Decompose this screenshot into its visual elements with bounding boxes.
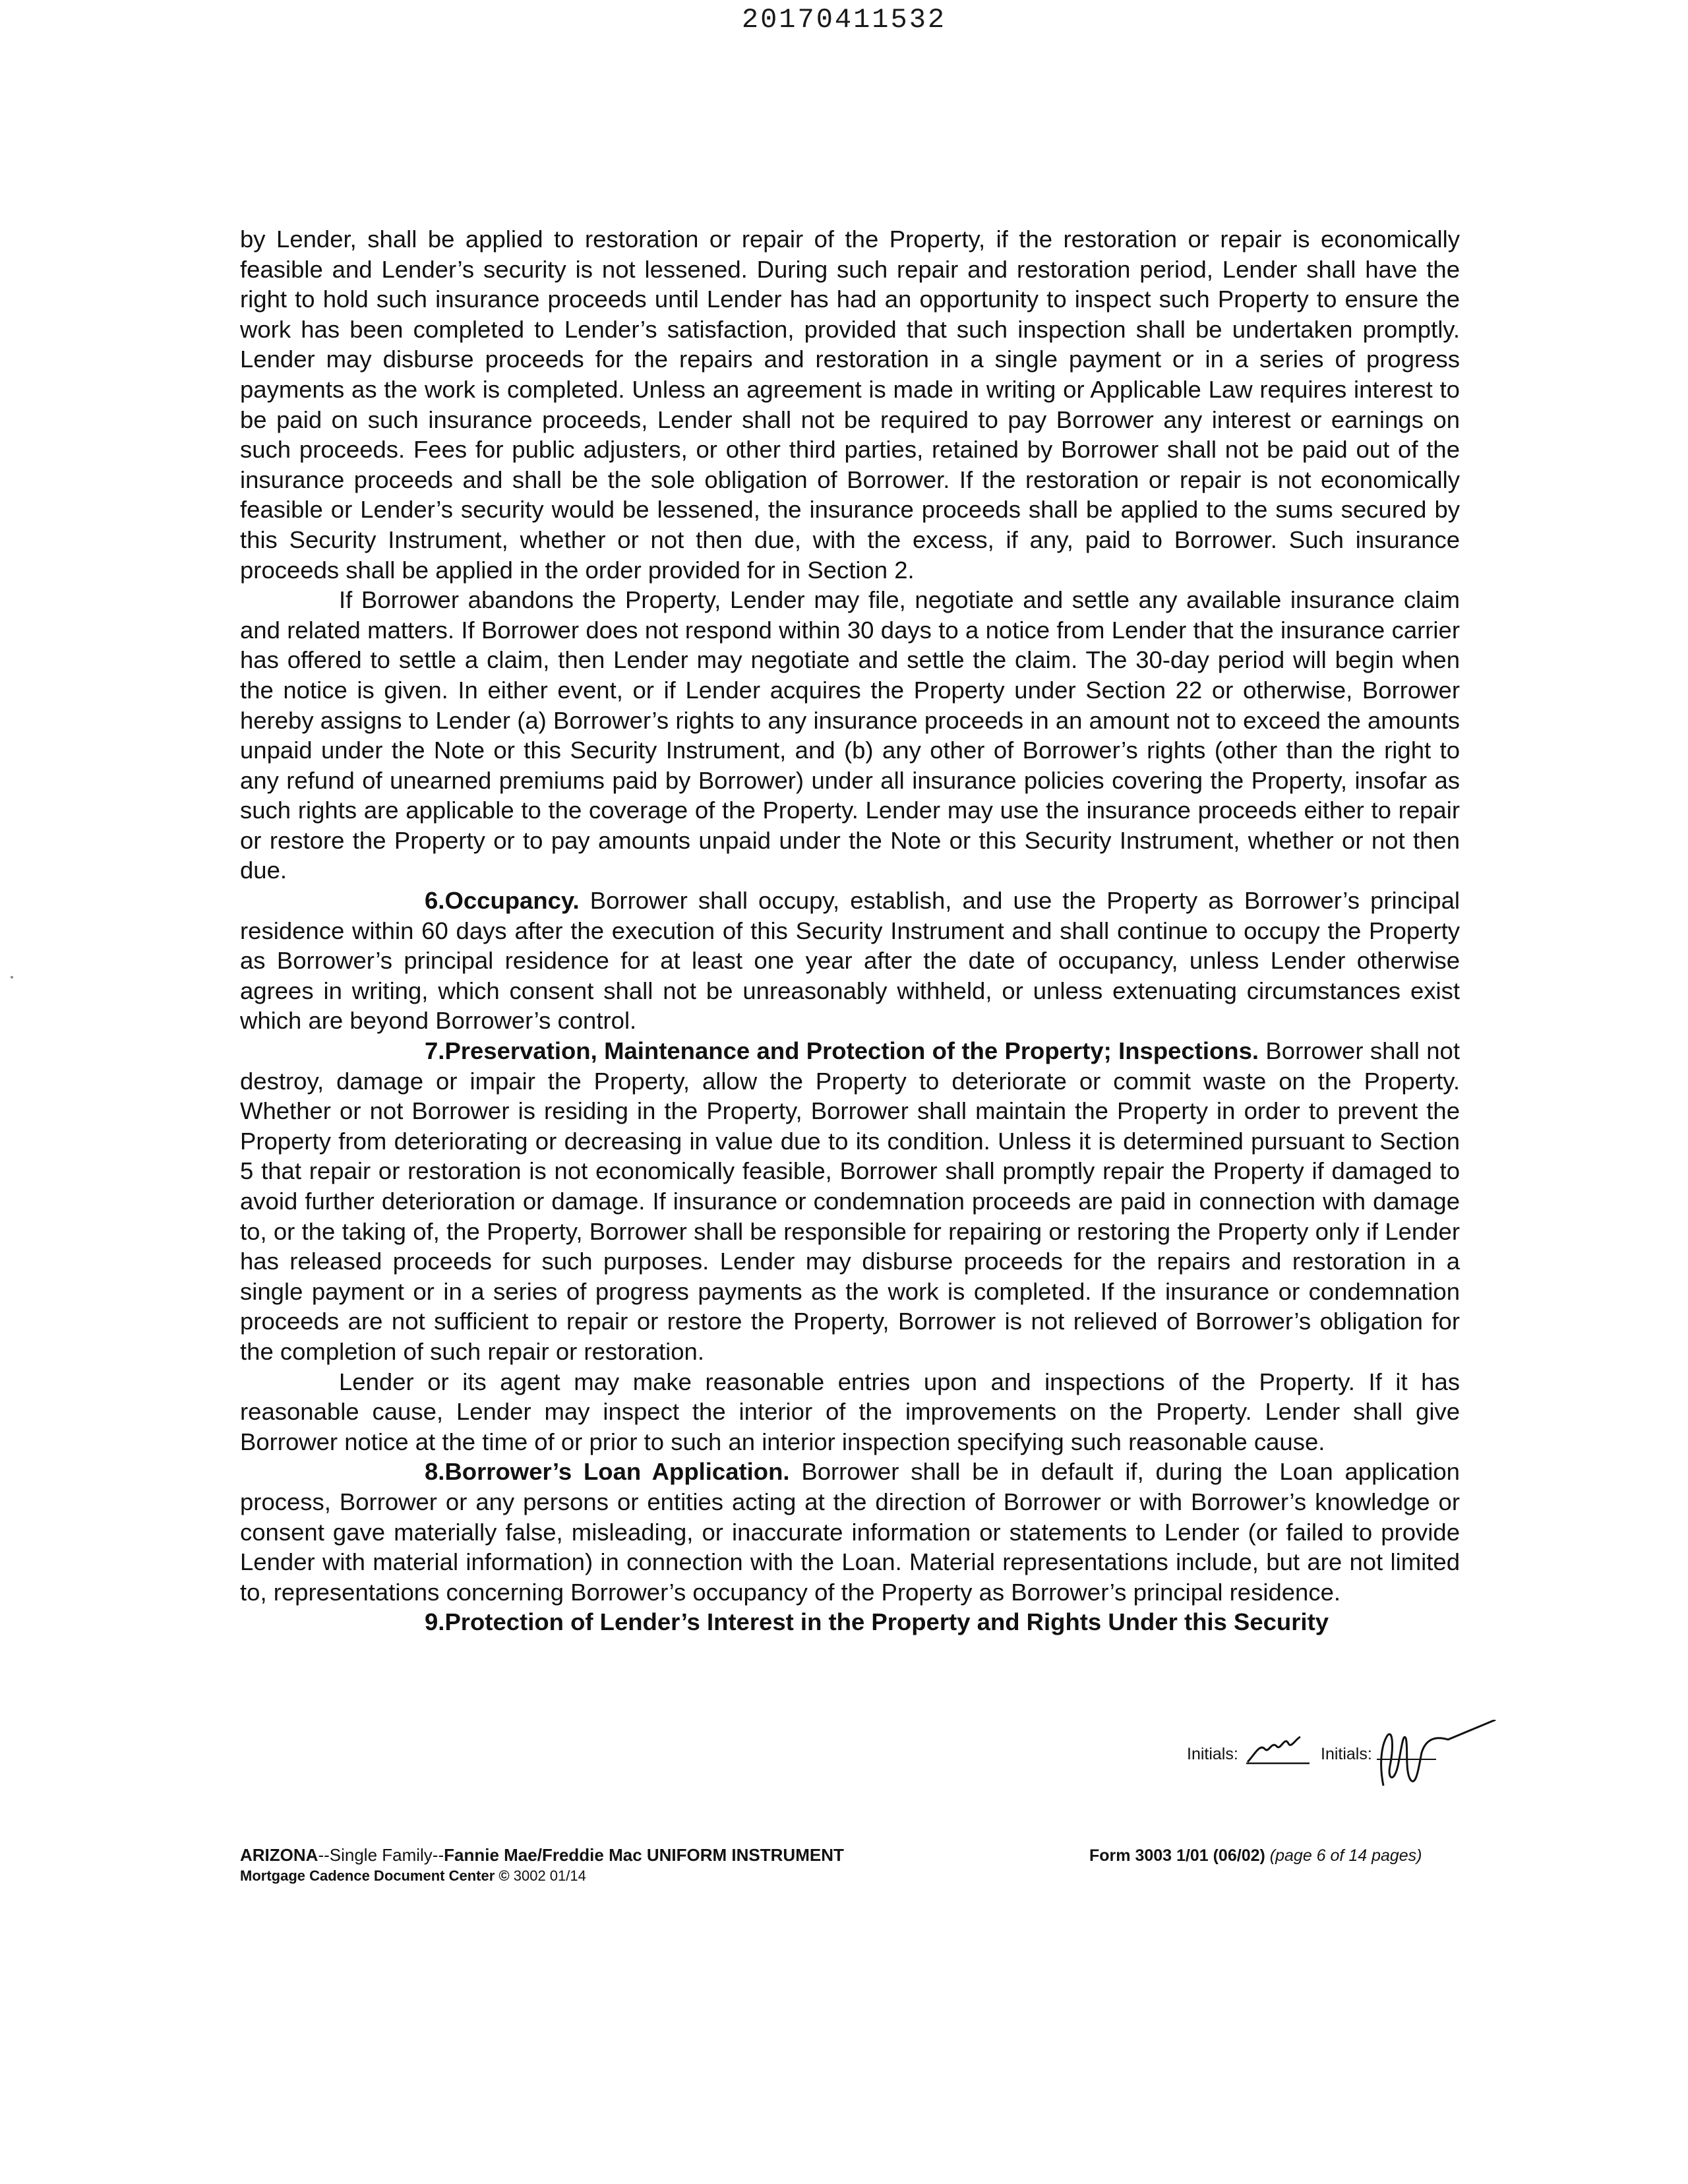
section-8-text: Borrower shall be in default if, during the Loan application process, Borrower or any persons or entities acting at the direction of Borrower or with Borrower’s knowledge or consent gave materially false, misleading, or inaccurate information or statements to Lender (or failed to provide Lender with material information) in connection with the Loan. Material representations include, but are not limited to, representations concerning Borrower’s occupancy of the Property as Borrower’s principal residence.: [240, 1458, 1460, 1606]
section-7-preservation: [240, 1036, 1460, 1367]
initials-label-first: Initials:: [1187, 1745, 1238, 1763]
footer-instrument-info: [240, 1845, 844, 1886]
initials-signature-first: [1245, 1729, 1311, 1769]
section-6-text: Borrower shall occupy, establish, and use the Property as Borrower’s principal residence within 60 days after the execution of this Security Instrument and shall continue to occupy the Property as Borrower’s principal residence for at least one year after the date of occupancy, unless Lender otherwise agrees in writing, which consent shall not be unreasonably withheld, or unless extenuating circumstances exist which are beyond Borrower’s control.: [240, 887, 1460, 1035]
document-body: [240, 224, 1460, 1637]
initials-label-second: Initials:: [1321, 1745, 1372, 1763]
paragraph-inspections: Lender or its agent may make reasonable entries upon and inspections of the Property. If it has reasonable cause, Lender may inspect the interior of the improvements on the Property. Lender shall give Borrower notice at the time of or prior to such an interior inspection specifying such reasonable cause.: [240, 1368, 1460, 1455]
section-7-title: Preservation, Maintenance and Protection of the Property; Inspections.: [444, 1037, 1259, 1065]
section-8-loan-application: [240, 1457, 1460, 1607]
footer-doc-center: Mortgage Cadence Document Center ©: [240, 1867, 510, 1884]
footer-line-1: [240, 1845, 844, 1866]
section-9-protection: [240, 1607, 1460, 1637]
footer-line-2: [240, 1866, 844, 1886]
footer-form-info: [1089, 1846, 1422, 1866]
document-number: 20170411532: [741, 4, 947, 36]
footer-uniform-instrument: Fannie Mae/Freddie Mac UNIFORM INSTRUMENT: [444, 1845, 844, 1865]
footer-family: --Single Family--: [318, 1845, 444, 1865]
section-7-text: Borrower shall not destroy, damage or impair the Property, allow the Property to deteriorate or commit waste on the Property. Whether or not Borrower is residing in the Property, Borrower shall maintain the Property in order to prevent the Property from deteriorating or decreasing in value due to its condition. Unless it is determined pursuant to Section 5 that repair or restoration is not economically feasible, Borrower shall promptly repair the Property if damaged to avoid further deterioration or damage. If insurance or condemnation proceeds are paid in connection with damage to, or the taking of, the Property, Borrower shall be responsible for repairing or restoring the Property only if Lender has released proceeds for such purposes. Lender may disburse proceeds for the repairs and restoration in a single payment or in a series of progress payments as the work is completed. If the insurance or condemnation proceeds are not sufficient to repair or restore the Property, Borrower is not relieved of Borrower’s obligation for the completion of such repair or restoration.: [240, 1037, 1460, 1365]
initials-signature-second: [1375, 1720, 1501, 1792]
section-6-occupancy: [240, 886, 1460, 1036]
initials-block: [1187, 1729, 1503, 1802]
section-6-number: 6.: [425, 887, 445, 915]
section-8-title: Borrower’s Loan Application.: [444, 1458, 790, 1486]
section-8-number: 8.: [425, 1458, 445, 1486]
footer-state: ARIZONA: [240, 1845, 318, 1865]
footer-page-number: (page 6 of 14 pages): [1269, 1846, 1422, 1865]
section-9-title: Protection of Lender’s Interest in the Property and Rights Under this Security: [444, 1608, 1329, 1636]
footer-doc-code: 3002 01/14: [513, 1867, 586, 1884]
paragraph-insurance-continued: by Lender, shall be applied to restoration or repair of the Property, if the restoration or repair is economically feasible and Lender’s security is not lessened. During such repair and restoration period, Lender shall have the right to hold such insurance proceeds until Lender has had an opportunity to inspect such Property to ensure the work has been completed to Lender’s satisfaction, provided that such inspection shall be undertaken promptly. Lender may disburse proceeds for the repairs and restoration in a single payment or in a series of progress payments as the work is completed. Unless an agreement is made in writing or Applicable Law requires interest to be paid on such insurance proceeds, Lender shall not be required to pay Borrower any interest or earnings on such proceeds. Fees for public adjusters, or other third parties, retained by Borrower shall not be paid out of the insurance proceeds and shall be the sole obligation of Borrower. If the restoration or repair is not economically feasible or Lender’s security would be lessened, the insurance proceeds shall be applied to the sums secured by this Security Instrument, whether or not then due, with the excess, if any, paid to Borrower. Such insurance proceeds shall be applied in the order provided for in Section 2.: [240, 226, 1460, 584]
section-7-number: 7.: [425, 1037, 445, 1065]
margin-speck: [11, 976, 13, 979]
section-6-title: Occupancy.: [444, 887, 580, 915]
footer-form-number: Form 3003 1/01 (06/02): [1089, 1846, 1265, 1865]
section-9-number: 9.: [425, 1608, 445, 1636]
paragraph-abandonment: If Borrower abandons the Property, Lender may file, negotiate and settle any available insurance claim and related matters. If Borrower does not respond within 30 days to a notice from Lender that the insurance carrier has offered to settle a claim, then Lender may negotiate and settle the claim. The 30-day period will begin when the notice is given. In either event, or if Lender acquires the Property under Section 22 or otherwise, Borrower hereby assigns to Lender (a) Borrower’s rights to any insurance proceeds in an amount not to exceed the amounts unpaid under the Note or this Security Instrument, and (b) any other of Borrower’s rights (other than the right to any refund of unearned premiums paid by Borrower) under all insurance policies covering the Property, insofar as such rights are applicable to the coverage of the Property. Lender may use the insurance proceeds either to repair or restore the Property or to pay amounts unpaid under the Note or this Security Instrument, whether or not then due.: [240, 586, 1460, 884]
